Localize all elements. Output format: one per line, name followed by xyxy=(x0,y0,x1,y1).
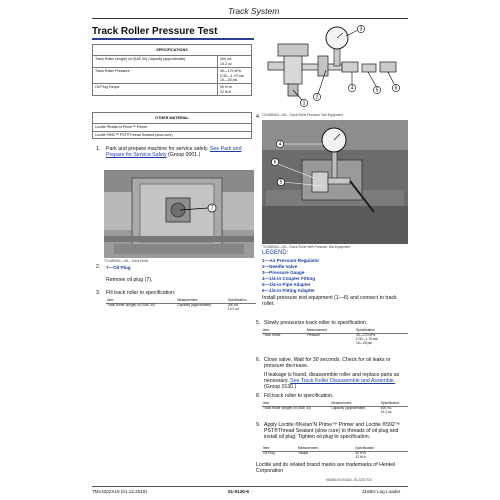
step-text: Fill track roller to specification. xyxy=(106,290,176,296)
table-cell: Pressure xyxy=(306,332,320,337)
step-text: (Group 0001.) xyxy=(168,152,201,159)
photo-caption: TX1089452—UN—Track Roller xyxy=(104,259,149,263)
column-header: Item xyxy=(262,329,306,333)
table-cell: 400 mL 14.2 oz xyxy=(227,302,239,311)
step-text: Slowly pressurize track roller to specification. xyxy=(264,320,368,326)
step-number: 5. xyxy=(256,320,261,326)
table-row xyxy=(262,406,408,414)
column-header: Measurement xyxy=(297,447,354,451)
legend-label: Oil Plug xyxy=(113,265,131,270)
svg-text:2: 2 xyxy=(315,94,319,101)
park-and-prepare-link[interactable]: See Park and Prepare for Service Safely xyxy=(106,146,242,159)
svg-text:3: 3 xyxy=(359,26,363,33)
step-text: Apply Loctite ®Kelan’N Prime™ Primer and Loctite ®592™ PST®Thread Sealant (slow cure) to threads of oil plug and install oil plug. Tighten oil plug to specification. xyxy=(264,422,400,441)
svg-text:5: 5 xyxy=(375,87,379,94)
table-row xyxy=(93,84,252,96)
table-row xyxy=(93,56,252,68)
step-text: Close valve. Wait for 30 seconds. Check for oil leaks or pressure decrease. xyxy=(264,357,391,370)
table-cell: 30 N·m 22 lb-ft xyxy=(355,450,367,459)
step-number: 6. xyxy=(256,357,261,363)
column-header: Specification xyxy=(355,329,408,333)
spec-item: Oil Plug Torque xyxy=(93,84,218,96)
title-underline xyxy=(92,38,254,40)
step-text: Park and prepare machine for service safely. xyxy=(106,146,209,152)
other-material-table xyxy=(92,112,252,139)
capacity-table xyxy=(262,402,408,415)
trademark-note: Loctite and its related brand marks are trademarks of Henkel Corporation xyxy=(256,462,396,475)
material-item: Loctite ®Kelan’N Prime™ Primer xyxy=(93,124,252,131)
step-number: 3. xyxy=(96,290,101,296)
table-row xyxy=(262,333,408,345)
pressure-test-equipment-figure xyxy=(262,24,408,112)
svg-text:7: 7 xyxy=(210,205,214,212)
figure-caption: TX1089454—UN—Track Roller With Pressure Test Equipment xyxy=(262,245,351,249)
spec-value: 30—170 kPa 0.30—1.70 bar 10—25 psi xyxy=(218,68,252,84)
table-cell: Track Roller xyxy=(263,332,281,337)
roller-with-equipment-photo xyxy=(262,120,408,244)
table-row xyxy=(262,451,408,459)
legend-title: LEGEND: xyxy=(262,250,289,256)
column-header: Measurement xyxy=(176,299,227,303)
table-cell: Capacity (approximate) xyxy=(177,302,212,307)
section-header: Track System xyxy=(228,6,280,16)
svg-text:4: 4 xyxy=(278,141,282,148)
column-header: Specification xyxy=(380,402,408,406)
pressure-table xyxy=(262,329,408,346)
step-7-text xyxy=(264,372,408,390)
column-header: Specification xyxy=(227,299,256,303)
footer-machine-name: 3166G Log Loader xyxy=(362,489,401,494)
capacity-table xyxy=(106,299,256,312)
specifications-table xyxy=(92,44,252,96)
table-cell: Track Roller (single) oil (SAE 30) xyxy=(263,405,311,410)
step-number: 4. xyxy=(256,114,261,120)
svg-text:1: 1 xyxy=(302,100,306,107)
legend-callout xyxy=(106,265,131,270)
legend-item: 6—1/4-in Fitting Adapter xyxy=(262,288,315,293)
spec-item: Track Roller (single) oil (SAE 30) Capacity (approximate) xyxy=(93,56,218,68)
step-4-text: Install pressure test equipment (1—6) and connect to track roller. xyxy=(262,295,397,308)
table-row xyxy=(106,303,256,311)
legend-item: 3—Pressure Gauge xyxy=(262,270,305,275)
specifications-heading: SPECIFICATIONS xyxy=(93,45,252,56)
table-cell: 30—170 kPa 0.30—1.70 bar 10—25 psi xyxy=(356,332,378,345)
step-1-text xyxy=(106,146,256,158)
column-header: Item xyxy=(262,402,330,406)
footer-page-number: 01-0130-6 xyxy=(228,489,249,494)
track-roller-disassemble-link[interactable]: See Track Roller Disassemble and Assemble. xyxy=(290,378,396,385)
legend-list xyxy=(262,258,319,294)
page-title: Track Roller Pressure Test xyxy=(92,26,218,37)
step-number: 8. xyxy=(256,393,261,399)
svg-text:4: 4 xyxy=(350,85,354,92)
table-cell: Oil Plug xyxy=(263,450,275,455)
footer-divider xyxy=(92,486,408,487)
spec-item: Track Roller Pressure xyxy=(93,68,218,84)
step-number: 1. xyxy=(96,146,101,152)
column-header: Specification xyxy=(354,447,408,451)
svg-text:6: 6 xyxy=(273,159,277,166)
legend-item: 5—1/4-in Pipe Adapter xyxy=(262,282,311,287)
footer-doc-id: TM14202X19 (01.12.2018) xyxy=(92,489,147,494)
legend-number: 7— xyxy=(106,265,114,270)
table-cell: 400 mL 14.2 oz xyxy=(380,405,392,414)
table-cell: Torque xyxy=(298,450,309,455)
step-number: 2. xyxy=(96,264,101,270)
legend-item: 2—Needle Valve xyxy=(262,264,298,269)
spec-value: 400 mL 14.2 oz xyxy=(218,56,252,68)
column-header: Item xyxy=(262,447,297,451)
svg-text:6: 6 xyxy=(394,85,398,92)
other-material-heading: OTHER MATERIAL xyxy=(93,113,252,124)
figure-caption: TX1089453—UN—Track Roller Pressure Test Equipment xyxy=(262,113,343,117)
torque-table xyxy=(262,447,408,460)
table-cell: Capacity (approximate) xyxy=(331,405,366,410)
header-divider xyxy=(92,18,408,19)
column-header: Measurement xyxy=(330,402,379,406)
step-text: If leakage is found, disassemble roller and replace parts as necessary. xyxy=(264,372,400,385)
spec-value: 30 N·m 22 lb-ft xyxy=(218,84,252,96)
material-item: Loctite ®592™ PST®Thread Sealant (slow cure) xyxy=(93,131,252,138)
table-row xyxy=(93,124,252,131)
table-cell: Track Roller (single) oil (SAE 30) xyxy=(107,302,155,307)
svg-text:5: 5 xyxy=(279,179,283,186)
table-row xyxy=(93,131,252,138)
column-header: Measurement xyxy=(306,329,355,333)
step-text: Remove oil plug (7). xyxy=(106,277,153,283)
document-code: MA05019,0003A0 -19-22OCT20 xyxy=(326,478,372,482)
track-roller-photo xyxy=(104,170,254,258)
table-row xyxy=(93,68,252,84)
legend-item: 4—1/4-in Coupler Fitting xyxy=(262,276,316,281)
legend-item: 1—Air Pressure Regulator xyxy=(262,258,320,263)
step-text: Fill track roller to specification. xyxy=(264,393,334,399)
step-text: (Group 0130.) xyxy=(264,384,297,391)
step-number: 9. xyxy=(256,422,261,428)
column-header: Item xyxy=(106,299,176,303)
